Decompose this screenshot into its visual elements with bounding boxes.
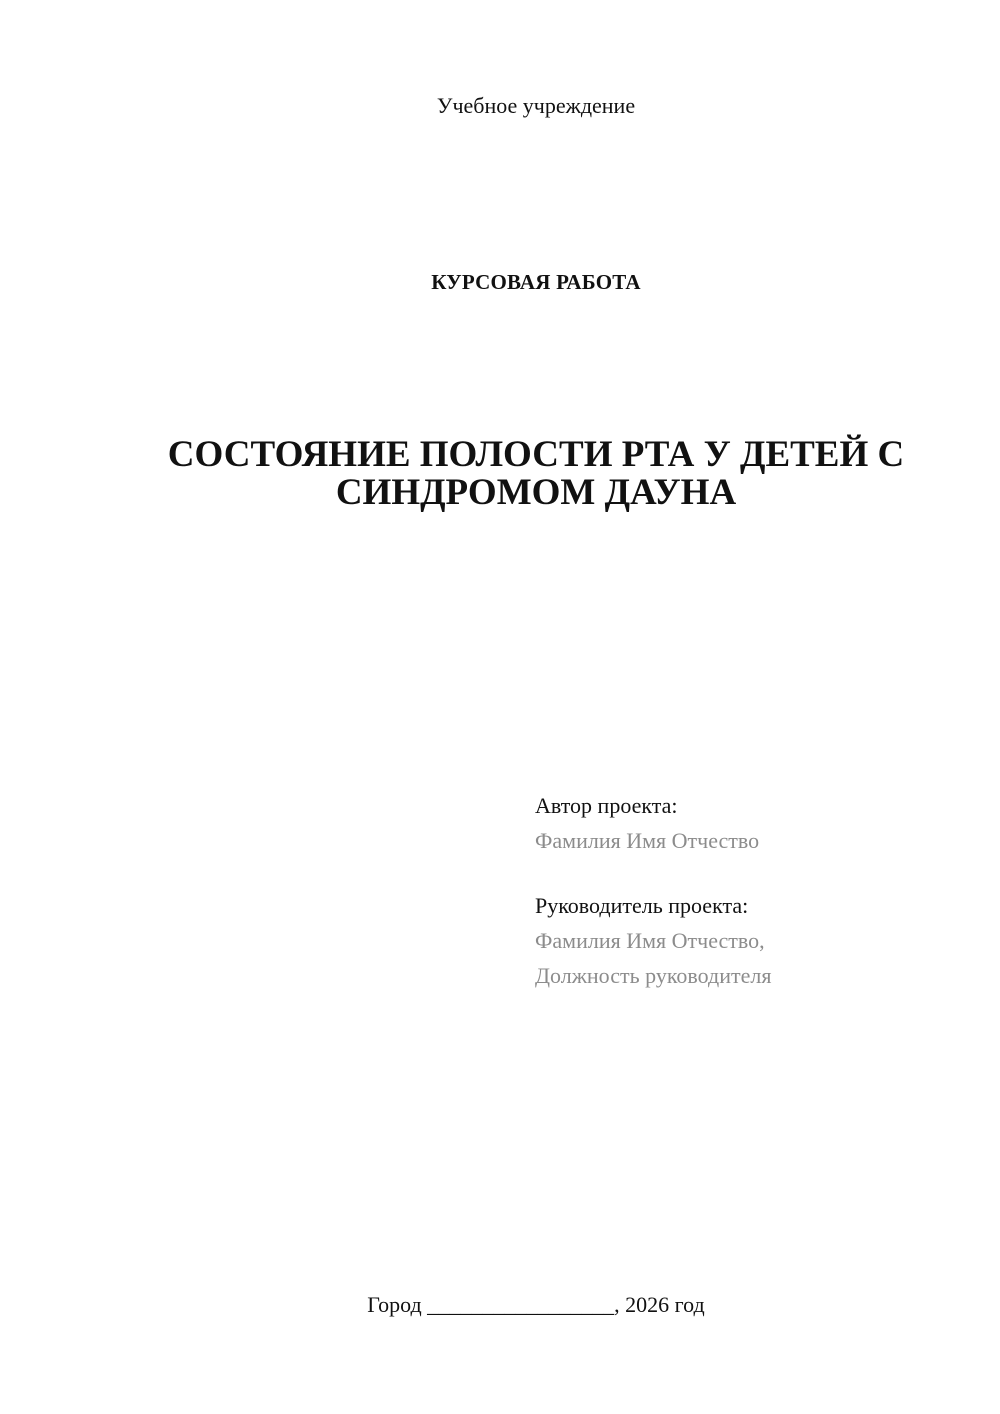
supervisor-position: Должность руководителя [535,963,772,988]
title-line-1: СОСТОЯНИЕ ПОЛОСТИ РТА У ДЕТЕЙ С [167,434,905,475]
title-line-2: СИНДРОМОМ ДАУНА [335,472,737,513]
authorship-block [535,788,975,993]
author-label: Автор проекта: [535,793,678,818]
author-name: Фамилия Имя Отчество [535,828,760,853]
city-year: Город _________________, 2026 год [367,1292,705,1317]
document-title [100,436,972,512]
document-type: КУРСОВАЯ РАБОТА [431,270,641,294]
institution-name: Учебное учреждение [436,93,636,118]
supervisor-name: Фамилия Имя Отчество, [535,928,765,953]
spacer [535,858,975,888]
supervisor-label: Руководитель проекта: [535,893,749,918]
